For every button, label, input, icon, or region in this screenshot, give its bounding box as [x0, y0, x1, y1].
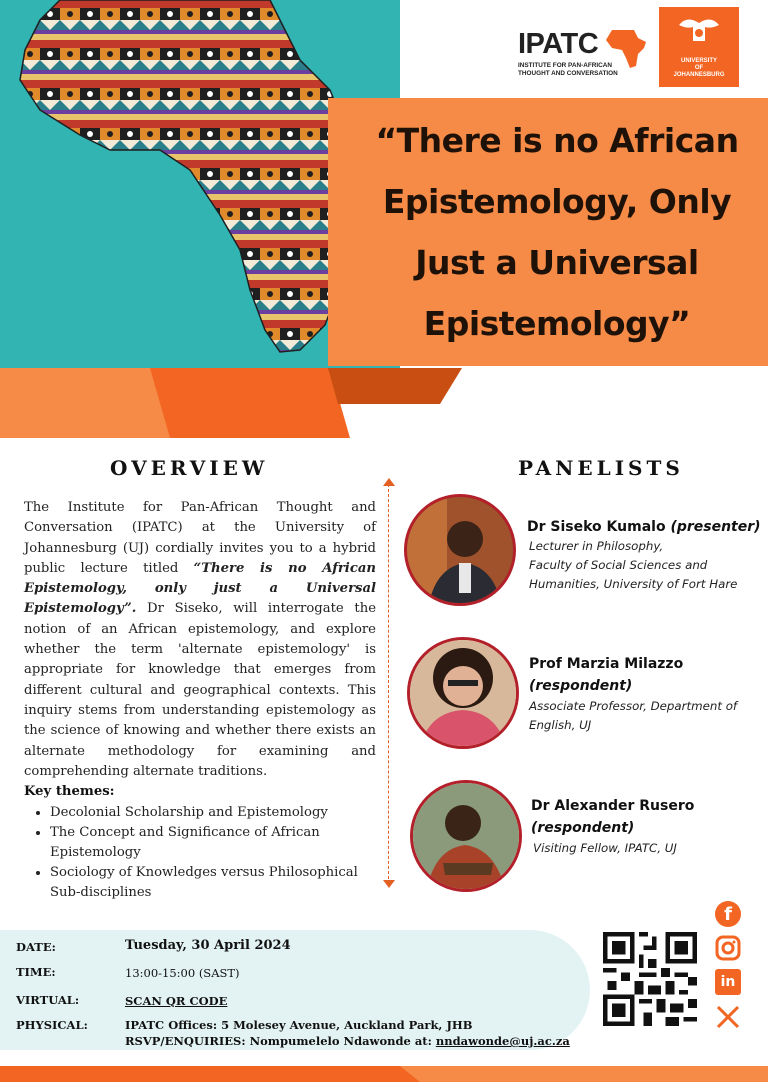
panelist-name: Dr Siseko Kumalo (presenter)	[527, 519, 761, 535]
lecture-title-inline: “There is no African Epistemology, only just a Universal Epistemology”.	[24, 560, 376, 617]
panelist-description: Associate Professor, Department of English, UJ	[529, 699, 738, 732]
physical-label: PHYSICAL:	[16, 1018, 88, 1032]
panelist-description: Visiting Fellow, IPATC, UJ	[533, 841, 677, 855]
time-value: 13:00-15:00 (SAST)	[125, 966, 240, 980]
date-label: DATE:	[16, 940, 56, 954]
list-item: • Sociology of Knowledges versus Philosophical Sub-disciplines	[50, 863, 390, 903]
x-icon[interactable]	[715, 1004, 741, 1030]
column-divider	[388, 484, 390, 884]
ipatc-logo-text: IPATC	[518, 28, 599, 60]
divider-arrow-top-icon	[383, 478, 395, 486]
key-themes-list	[30, 803, 390, 903]
avatar	[410, 640, 516, 746]
facebook-icon[interactable]: f	[715, 901, 741, 927]
rsvp-line: RSVP/ENQUIRIES: Nompumelelo Ndawonde at: nndawonde@uj.ac.za	[125, 1034, 570, 1048]
lecture-title: “There is no African Epistemology, Only Just a Universal Epistemology”	[375, 121, 739, 343]
instagram-icon[interactable]	[715, 935, 741, 961]
linkedin-icon[interactable]: in	[715, 969, 741, 995]
virtual-label: VIRTUAL:	[16, 993, 80, 1007]
panelist-description: Lecturer in Philosophy, Faculty of Social Sciences and Humanities, University of Fort Hare	[529, 539, 738, 591]
avatar	[407, 497, 513, 603]
rsvp-email-link[interactable]: nndawonde@uj.ac.za	[435, 1034, 570, 1048]
uj-crest-icon	[675, 15, 723, 49]
key-themes-title: Key themes:	[24, 784, 115, 799]
decorative-bands	[0, 360, 470, 440]
uj-logo-text: UNIVERSITY OF JOHANNESBURG	[673, 58, 725, 78]
date-value: Tuesday, 30 April 2024	[125, 938, 291, 953]
panelist-role-tag: (respondent)	[531, 820, 635, 836]
avatar	[413, 783, 519, 889]
physical-address: IPATC Offices: 5 Molesey Avenue, Auckland Park, JHB	[125, 1018, 473, 1032]
qr-code[interactable]	[603, 932, 697, 1026]
overview-heading: OVERVIEW	[110, 456, 269, 480]
divider-arrow-bottom-icon	[383, 880, 395, 888]
panelist-photo-rusero	[410, 780, 522, 892]
ipatc-logo-subtitle: INSTITUTE FOR PAN-AFRICAN THOUGHT AND CONVERSATION	[518, 62, 618, 77]
scan-qr-link[interactable]: SCAN QR CODE	[125, 994, 228, 1008]
panelist-name: Dr Alexander Rusero	[531, 798, 695, 814]
panelist-role-tag: (respondent)	[529, 678, 633, 694]
event-info-box	[0, 930, 590, 1050]
list-item: • The Concept and Significance of African Epistemology	[50, 823, 390, 863]
panelist-name: Prof Marzia Milazzo	[529, 656, 684, 672]
footer-band	[0, 1066, 768, 1082]
panelist-photo-kumalo	[404, 494, 516, 606]
list-item: • Decolonial Scholarship and Epistemology	[50, 803, 390, 823]
panelist-photo-milazzo	[407, 637, 519, 749]
overview-paragraph: The Institute for Pan-African Thought and Conversation (IPATC) at the University of Johannesburg (UJ) cordially invites you to a hybrid public lecture titled “There is no African Epistemology, only just a Universal Epistemology”. Dr Siseko, will interrogate the notion of an African epistemology, and explore whether the term 'alternate epistemology' is appropriate for knowledge that emerges from different cultural and geographical contexts. This inquiry stems from understanding epistemology as the science of knowing and whether there exists an alternate methodology for examining and comprehending alternate traditions.	[24, 500, 376, 779]
panelists-heading: PANELISTS	[518, 456, 684, 480]
time-label: TIME:	[16, 965, 56, 979]
